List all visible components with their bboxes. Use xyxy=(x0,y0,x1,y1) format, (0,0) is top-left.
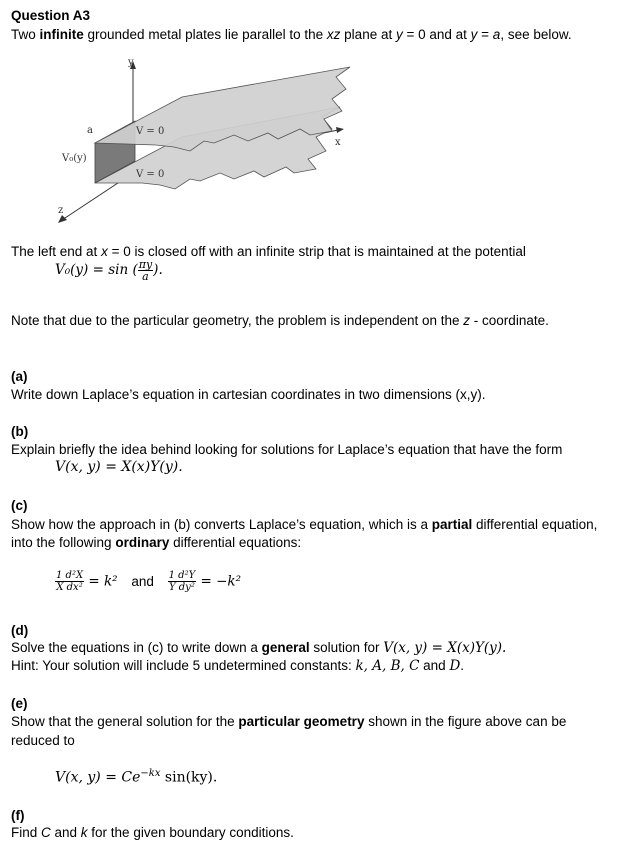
part-d-bold: general xyxy=(261,640,310,655)
intro-a: a xyxy=(492,27,501,42)
note-text xyxy=(11,313,549,328)
part-a-text: Write down Laplace’s equation in cartesian coordinates in two dimensions (x,y). xyxy=(11,387,486,402)
left-end-post: = 0 is closed off with an infinite strip that is maintained at the potential xyxy=(107,244,526,259)
intro-bold: infinite xyxy=(39,27,84,42)
x-axis-arrow xyxy=(336,127,344,133)
label-bottom-potential: V = 0 xyxy=(136,169,165,180)
intro-mid: grounded metal plates lie parallel to the xyxy=(83,27,327,42)
label-z: z xyxy=(58,205,64,216)
intro-eq0: = 0 and at xyxy=(402,27,471,42)
part-c-text2-pre: into the following xyxy=(11,535,116,550)
part-f-k: k xyxy=(80,825,88,840)
part-d-pre: Solve the equations in (c) to write down a xyxy=(11,640,262,655)
part-c-text2-post: differential equations: xyxy=(169,535,302,550)
potential-equation xyxy=(55,259,163,282)
part-d-label: (d) xyxy=(11,623,29,638)
hint-d: D xyxy=(449,658,461,674)
potential-rhs: ). xyxy=(153,262,163,278)
part-e-equation xyxy=(55,768,217,786)
intro-xz: xz xyxy=(326,27,341,42)
part-d-eq: V(x, y) = X(x)Y(y). xyxy=(383,640,507,656)
part-e-pre: Show that the general solution for the xyxy=(11,714,239,729)
potential-lhs: V₀(y) = sin ( xyxy=(55,262,138,278)
intro-y0: y xyxy=(395,27,403,42)
intro-text xyxy=(11,27,572,42)
hint-pre: Hint: Your solution will include 5 undetermined constants: xyxy=(11,658,356,673)
note-post: - coordinate. xyxy=(470,313,549,328)
part-e-eq-lhs: V(x, y) = Ce xyxy=(55,769,141,786)
hint-and: and xyxy=(419,658,450,673)
part-e-label: (e) xyxy=(11,696,28,711)
part-e-eq-exp: −kx xyxy=(140,768,161,779)
intro-pre: Two xyxy=(11,27,40,42)
part-e-text xyxy=(11,714,566,729)
part-c-bold1: partial xyxy=(431,517,473,532)
part-b-equation: V(x, y) = X(x)Y(y). xyxy=(55,459,183,475)
eq2-num: 1 d²Y xyxy=(168,570,196,581)
part-d-hint xyxy=(11,658,464,674)
z-axis-arrow xyxy=(58,215,67,223)
part-a-label: (a) xyxy=(11,369,28,384)
part-f-and: and xyxy=(50,825,81,840)
left-end-text xyxy=(11,244,526,259)
part-c-text2-bold: ordinary xyxy=(115,535,170,550)
note-z: z xyxy=(463,313,471,328)
eq1-num: 1 d²X xyxy=(56,570,84,581)
label-a: a xyxy=(87,125,93,136)
potential-den: a xyxy=(142,270,149,283)
eq1-rhs: = k² xyxy=(84,573,118,590)
part-d-text xyxy=(11,640,506,656)
label-y: y xyxy=(128,57,134,68)
intro-ya: y xyxy=(470,27,478,42)
part-f-text xyxy=(11,825,294,840)
left-end-x: x xyxy=(101,244,108,259)
part-f-label: (f) xyxy=(11,808,25,823)
part-f-post: for the given boundary conditions. xyxy=(87,825,294,840)
label-top-potential: V = 0 xyxy=(136,126,165,137)
question-title: Question A3 xyxy=(11,8,91,23)
part-e-bold: particular geometry xyxy=(238,714,365,729)
hint-end: . xyxy=(460,658,465,673)
part-c-text1 xyxy=(11,517,597,532)
part-e-text2: reduced to xyxy=(11,733,75,748)
eq2-rhs: = −k² xyxy=(196,573,242,590)
note-pre: Note that due to the particular geometry, the problem is independent on the xyxy=(11,313,464,328)
plates-figure xyxy=(50,55,370,235)
intro-end: , see below. xyxy=(500,27,572,42)
intro-eqa: = xyxy=(477,27,493,42)
part-c-pre: Show how the approach in (b) converts Laplace’s equation, which is a xyxy=(11,517,432,532)
part-b-text: Explain briefly the idea behind looking for solutions for Laplace’s equation that have the form xyxy=(11,442,563,457)
part-c-equations xyxy=(55,570,241,593)
part-c-label: (c) xyxy=(11,498,28,513)
part-c-text2 xyxy=(11,535,301,550)
eq-and: and xyxy=(131,574,154,589)
eq1-den: X dx² xyxy=(56,582,83,593)
label-v0y: V₀(y) xyxy=(62,153,87,164)
part-c-post: differential equation, xyxy=(472,517,598,532)
potential-num: πy xyxy=(138,258,153,271)
hint-consts: k, A, B, C xyxy=(355,658,420,674)
part-f-c: C xyxy=(41,825,51,840)
left-end-pre: The left end at xyxy=(11,244,102,259)
part-e-post: shown in the figure above can be xyxy=(364,714,567,729)
part-b-label: (b) xyxy=(11,424,29,439)
part-e-eq-rhs: sin(ky). xyxy=(160,769,218,786)
label-x: x xyxy=(335,137,341,148)
part-f-pre: Find xyxy=(11,825,42,840)
intro-mid2: plane at xyxy=(340,27,396,42)
eq2-den: Y dy² xyxy=(169,582,195,593)
part-d-mid: solution for xyxy=(309,640,384,655)
